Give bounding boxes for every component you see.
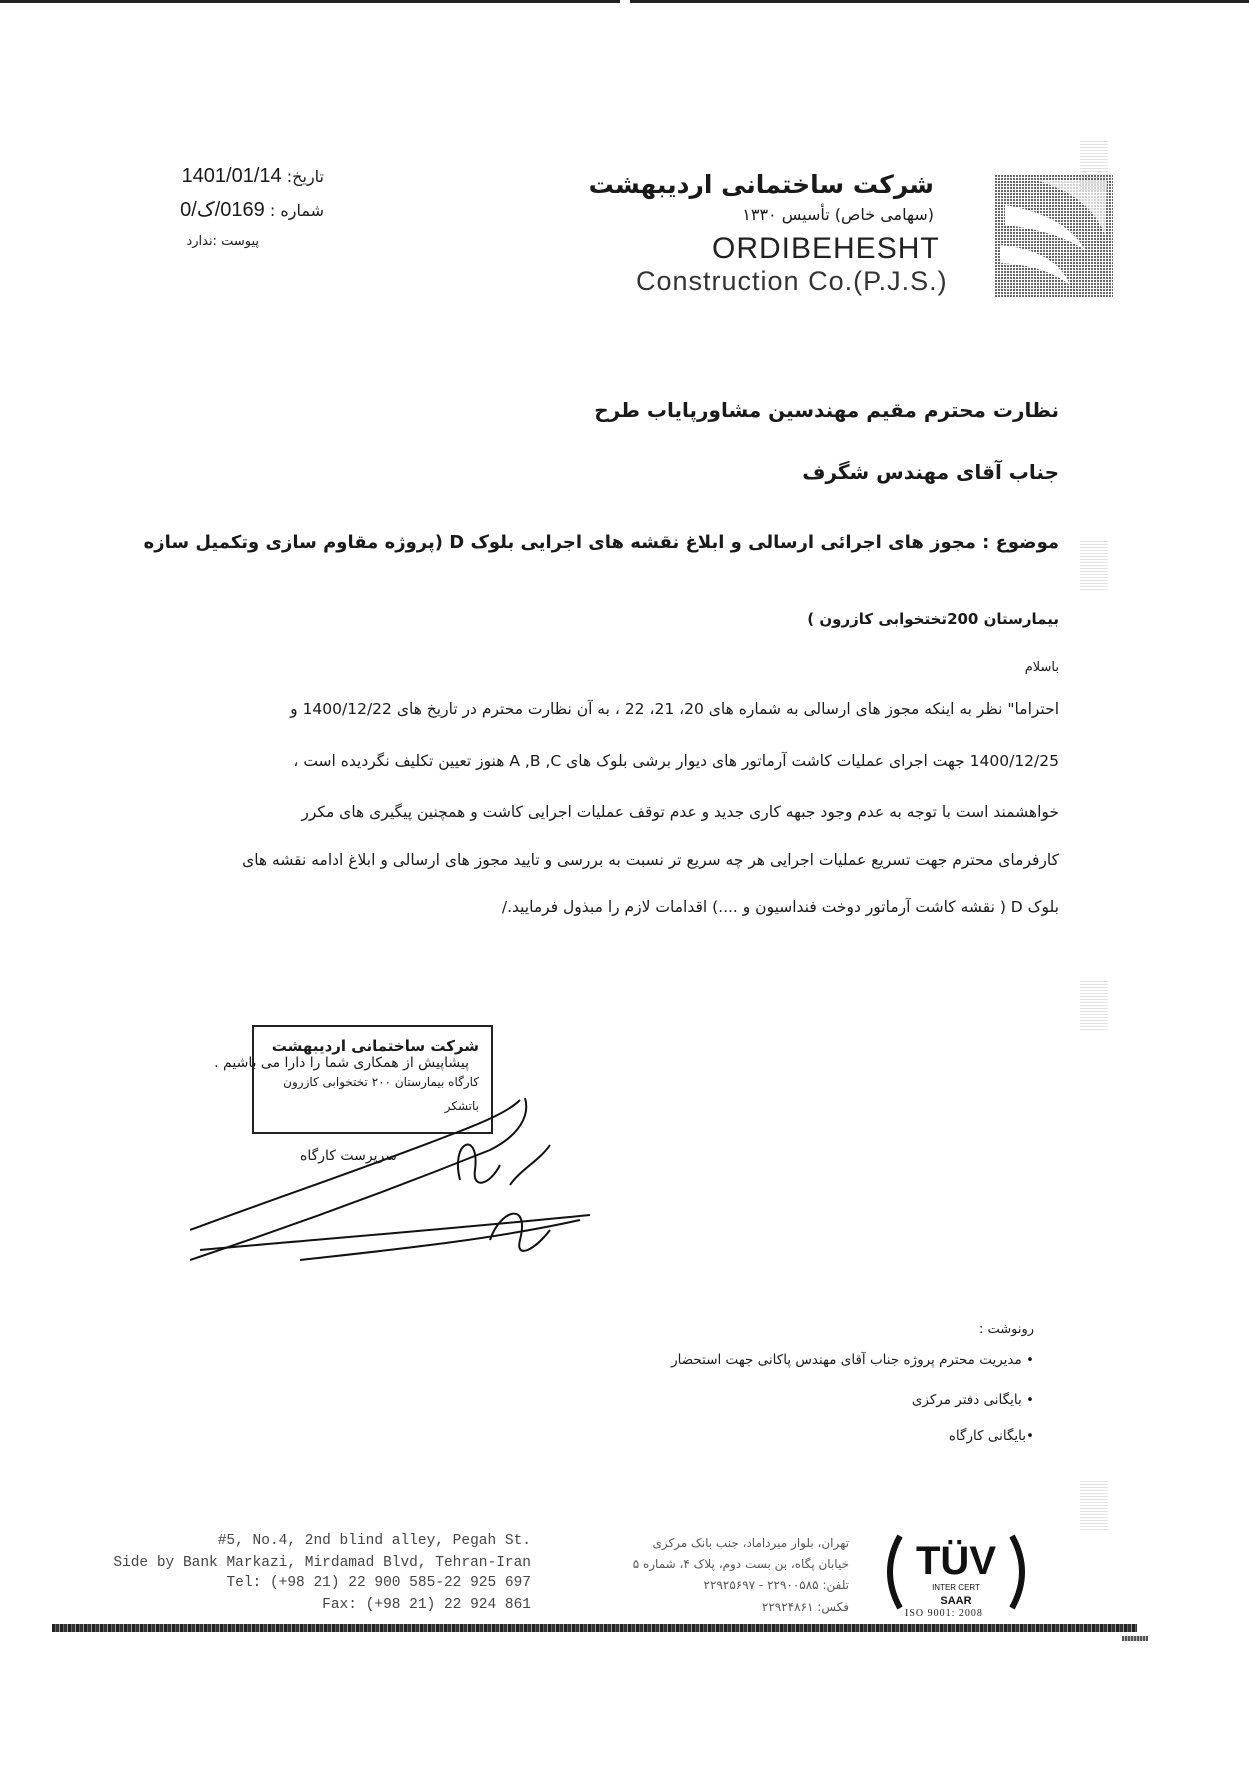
iso-certification: ISO 9001: 2008 bbox=[905, 1608, 983, 1619]
addressee-2: جناب آقای مهندس شگرف bbox=[802, 460, 1059, 484]
cc-item: • مدیریت محترم پروژه جناب آقای مهندس پاکانی جهت استحضار bbox=[671, 1352, 1034, 1368]
scan-artifact bbox=[1080, 980, 1108, 1030]
body-line: خواهشمند است با توجه به عدم وجود جبهه کاری جدید و عدم توقف عملیات اجرایی کاشت و همچنین پیگیری های مکرر bbox=[301, 803, 1059, 821]
company-logo-icon bbox=[995, 175, 1113, 297]
stamp-company: شرکت ساختمانی اردیبهشت bbox=[271, 1037, 479, 1055]
letter-subject: موضوع : مجوز های اجرائی ارسالی و ابلاغ نقشه های اجرایی بلوک D (پروژه مقاوم سازی وتکمیل سازه bbox=[143, 532, 1059, 553]
footer-divider bbox=[52, 1624, 1137, 1632]
company-subtitle-en: Construction Co.(P.J.S.) bbox=[636, 266, 948, 296]
number-value: 0169/ک/0 bbox=[180, 199, 265, 221]
tuv-certification-icon bbox=[878, 1530, 1034, 1614]
greeting: باسلام bbox=[1024, 660, 1059, 675]
body-line: کارفرمای محترم جهت تسریع عملیات اجرایی هر چه سریع تر نسبت به بررسی و تایید مجوز های ارسالی و ابلاغ ادامه نقشه های bbox=[242, 851, 1059, 869]
stamp-site: کارگاه بیمارستان ۲۰۰ تختخوابی کازرون bbox=[283, 1075, 479, 1089]
cc-item: •بایگانی کارگاه bbox=[948, 1428, 1034, 1444]
company-name-fa: شرکت ساختمانی اردیبهشت bbox=[588, 170, 934, 199]
attachment-note: پیوست :ندارد bbox=[186, 234, 259, 249]
scan-artifact bbox=[1080, 1480, 1108, 1530]
company-name-en: ORDIBEHESHT bbox=[712, 232, 940, 265]
body-line: بلوک D ( نقشه کاشت آرماتور دوخت فنداسیون و ....) اقدامات لازم را مبذول فرمایید./ bbox=[501, 898, 1059, 916]
address-en-line: #5, No.4, 2nd blind alley, Pegah St. bbox=[217, 1533, 531, 1549]
scan-gap bbox=[620, 0, 630, 4]
date-value: 1401/01/14 bbox=[181, 165, 282, 187]
scan-artifact bbox=[1080, 140, 1108, 190]
phone-fa: تلفن: ۲۲۹۰۰۵۸۵ - ۲۲۹۲۵۶۹۷ bbox=[703, 1578, 849, 1592]
signature-role: سرپرست کارگاه bbox=[300, 1148, 397, 1164]
footer-divider-end bbox=[1122, 1636, 1148, 1641]
address-fa-line: خیابان پگاه، بن بست دوم، پلاک ۴، شماره ۵ bbox=[632, 1557, 849, 1571]
phone-en: Tel: (+98 21) 22 900 585-22 925 697 bbox=[226, 1575, 531, 1591]
tuv-saar: SAAR bbox=[940, 1595, 972, 1607]
stamp-thanks: باتشکر bbox=[444, 1099, 479, 1113]
body-line: 1400/12/25 جهت اجرای عملیات کاشت آرماتور های دیوار برشی بلوک های A ,B ,C هنوز تعیین تکلیف نگردیده است ، bbox=[293, 752, 1059, 770]
address-en-line: Side by Bank Markazi, Mirdamad Blvd, Tehran-Iran bbox=[113, 1555, 531, 1571]
letter-subject-continued: بیمارستان 200تختخوابی کازرون ) bbox=[807, 610, 1059, 628]
scan-artifact bbox=[1080, 540, 1108, 590]
cc-item: • بایگانی دفتر مرکزی bbox=[911, 1392, 1034, 1408]
tuv-intercert: INTER CERT bbox=[932, 1583, 980, 1592]
letter-number bbox=[180, 197, 324, 222]
number-label: شماره : bbox=[269, 201, 324, 220]
closing-line: پیشاپیش از همکاری شما را دارا می باشیم . bbox=[214, 1055, 469, 1071]
addressee-1: نظارت محترم مقیم مهندسین مشاورپایاب طرح bbox=[594, 398, 1059, 422]
fax-fa: فکس: ۲۲۹۲۴۸۶۱ bbox=[761, 1600, 849, 1614]
body-line: احتراما" نظر به اینکه مجوز های ارسالی به شماره های 20، 21، 22 ، به آن نظارت محترم در تاریخ های 1400/12/22 و bbox=[290, 700, 1059, 718]
address-fa-line: تهران، بلوار میرداماد، جنب بانک مرکزی bbox=[652, 1536, 849, 1550]
handwritten-signature-icon bbox=[190, 1090, 610, 1270]
cc-title: رونوشت : bbox=[978, 1322, 1034, 1337]
date-label: تاریخ: bbox=[286, 167, 324, 186]
fax-en: Fax: (+98 21) 22 924 861 bbox=[322, 1597, 531, 1613]
tuv-brand: TÜV bbox=[916, 1539, 996, 1583]
letter-date bbox=[182, 165, 324, 188]
company-legal-fa: (سهامی خاص) تأسیس ۱۳۳۰ bbox=[742, 205, 934, 224]
